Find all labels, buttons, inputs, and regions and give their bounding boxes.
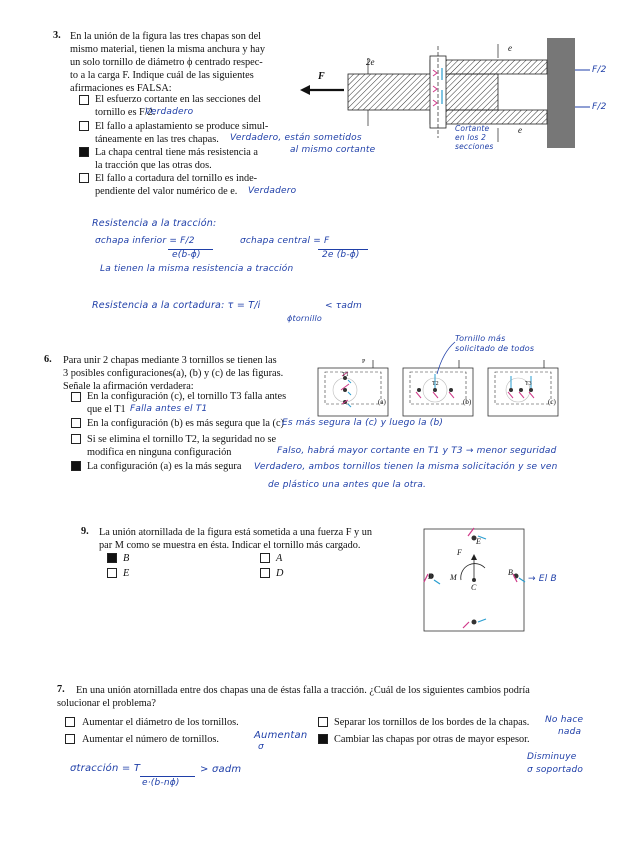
q9-option-d-label: D (276, 568, 284, 579)
q9-option-b-checkbox[interactable] (107, 553, 117, 563)
q3-fig-note-3: secciones (455, 142, 494, 151)
q7-option-3-label: Separar los tornillos de los bordes de la chapas. (334, 717, 530, 728)
q9-option-d-checkbox[interactable] (260, 568, 270, 578)
q3-number: 3. (53, 30, 61, 41)
q3-note-res-left: σchapa inferior = F/2 (95, 236, 195, 246)
q3-option-4-checkbox[interactable] (79, 173, 89, 183)
q9-option-e-checkbox[interactable] (107, 568, 117, 578)
q3-note-cut-tail: < τadm (325, 301, 363, 311)
q3-option-1-checkbox[interactable] (79, 95, 89, 105)
q3-stem-4: to a la carga F. Indique cuál de las siguientes (70, 70, 254, 81)
q7-note-mid-b: σ (258, 742, 264, 752)
q7-note-formula-bar (140, 776, 195, 777)
q6-note-opt2: Es más segura la (c) y luego la (b) (282, 418, 444, 428)
q9-fig-label-e: E (476, 537, 481, 546)
q3-bottom-plate (430, 110, 547, 124)
q7-number: 7. (57, 684, 65, 695)
q3-option-2-line-1: El fallo a aplastamiento se produce simul- (95, 121, 269, 132)
q7-option-4-checkbox[interactable] (318, 734, 328, 744)
q3-note-res-conclusion: La tienen la misma resistencia a tracción (100, 264, 294, 274)
q7-option-4-label: Cambiar las chapas por otras de mayor espesor. (334, 734, 530, 745)
q7-option-1-checkbox[interactable] (65, 717, 75, 727)
q3-fig-force-label: F (318, 71, 325, 82)
q9-option-e-label: E (123, 568, 130, 579)
q7-note-formula-tail: > σadm (200, 764, 242, 775)
q7-note-right-a: No hace (545, 715, 584, 725)
q3-option-2-checkbox[interactable] (79, 121, 89, 131)
q6-option-2-checkbox[interactable] (71, 418, 81, 428)
q6-note-top-b: solicitado de todos (455, 344, 535, 353)
q9-fig-label-b: B (508, 568, 513, 577)
q7-note-mid-a: Aumentan (254, 730, 308, 741)
q3-option-1-line-1: El esfuerzo cortante en las secciones del (95, 94, 261, 105)
q3-note-opt2-a: Verdadero, están sometidos (230, 133, 362, 143)
q9-fig-label-d: D (428, 572, 434, 581)
q3-central-plate (348, 74, 498, 110)
q3-lap-joint-figure (290, 30, 610, 150)
q3-option-3-checkbox[interactable] (79, 147, 89, 157)
q6-option-1-checkbox[interactable] (71, 392, 81, 402)
q9-fig-label-f: F (457, 548, 462, 557)
q3-note-opt1: Verdadero (145, 107, 194, 117)
q9-stem-1: La unión atornillada de la figura está sometida a una fuerza F y un (99, 527, 373, 538)
q6-option-4-line-1: La configuración (a) es la más segura (87, 461, 242, 472)
q9-stem-2: par M como se muestra en ésta. Indicar el tornillo más cargado. (99, 540, 361, 551)
q3-note-opt4: Verdadero (248, 186, 297, 196)
q7-option-3-checkbox[interactable] (318, 717, 328, 727)
q9-fig-label-m: M (450, 573, 457, 582)
q6-stem-1: Para unir 2 chapas mediante 3 tornillos se tienen las (63, 355, 277, 366)
q6-stem-3: Señale la afirmación verdadera: (63, 381, 194, 392)
q6-note-opt3: Falso, habrá mayor cortante en T1 y T3 → menor seguridad (277, 446, 557, 456)
q6-fig-label-p: P (362, 359, 366, 365)
q6-fig-label-c: (c) (548, 398, 556, 406)
q3-stem-5: afirmaciones es FALSA: (70, 83, 172, 94)
q7-option-2-label: Aumentar el número de tornillos. (82, 734, 219, 745)
q9-option-b-label: B (123, 553, 130, 564)
q3-option-1-line-2: tornillo es F/2. (95, 107, 156, 118)
q3-note-res-title: Resistencia a la tracción: (92, 218, 217, 229)
q6-fig-label-b: (b) (463, 398, 472, 406)
q6-number: 6. (44, 354, 52, 365)
q6-option-3-line-1: Si se elimina el tornillo T2, la seguridad no se (87, 434, 277, 445)
q3-stem-3: un solo tornillo de diámetro ϕ centrado respec- (70, 57, 263, 68)
q3-wall (547, 38, 575, 148)
q6-note-opt4-a: Verdadero, ambos tornillos tienen la misma solicitación y se ven (254, 462, 558, 472)
q6-option-2-line-1: En la configuración (b) es más segura que la (c) (87, 418, 284, 429)
q7-stem-2: solucionar el problema? (57, 698, 156, 709)
q3-fig-bottom-e: e (518, 125, 522, 135)
q7-option-2-checkbox[interactable] (65, 734, 75, 744)
q9-option-a-label: A (276, 553, 283, 564)
q9-bolt-pattern-figure (423, 528, 525, 632)
q6-fig-label-t3: T3 (525, 381, 532, 387)
q3-stem-1: En la unión de la figura las tres chapas son del (70, 31, 262, 42)
q6-note-top-a: Tornillo más (455, 334, 506, 343)
q7-note-formula: σtracción = T (70, 763, 141, 774)
q3-note-cut-den: ϕtornillo (287, 314, 323, 323)
q3-stem-2: mismo material, tienen la misma anchura y hay (70, 44, 266, 55)
q6-note-opt1: Falla antes el T1 (130, 404, 208, 414)
q9-fig-label-c: C (471, 583, 477, 592)
q3-note-res-left-den: e(b-ϕ) (172, 250, 201, 260)
q6-fig-label-a: (a) (378, 398, 386, 406)
q3-note-opt2-b: al mismo cortante (290, 145, 376, 155)
q3-option-3-line-1: La chapa central tiene más resistencia a (95, 147, 258, 158)
q6-fig-label-t2: T2 (432, 381, 439, 387)
q7-note-bottom-right-a: Disminuye (527, 752, 577, 762)
q7-note-bottom-right-b: σ soportado (527, 765, 584, 775)
q6-option-1-line-1: En la configuración (c), el tornillo T3 falla antes (87, 391, 287, 402)
q3-fig-note-1: Cortante (455, 124, 490, 133)
q3-fig-right-bottom: F/2 (592, 102, 607, 112)
q7-stem-1: En una unión atornillada entre dos chapas una de éstas falla a tracción. ¿Cuál de los siguientes cambios podría (76, 685, 530, 696)
q3-note-cut-title: Resistencia a la cortadura: τ = T/i (92, 300, 261, 311)
q9-note-right: → El B (528, 574, 557, 584)
q3-fig-2e: 2e (366, 57, 375, 67)
q3-fig-top-e: e (508, 43, 512, 53)
q6-configurations-figure (315, 360, 575, 420)
q3-note-res-right: σchapa central = F (240, 236, 330, 246)
q6-option-3-checkbox[interactable] (71, 434, 81, 444)
q7-note-right-b: nada (558, 727, 582, 737)
q3-option-3-line-2: la tracción que las otras dos. (95, 160, 212, 171)
q9-number: 9. (81, 526, 89, 537)
q3-option-4-line-1: El fallo a cortadura del tornillo es inde- (95, 173, 258, 184)
q3-option-4-line-2: pendiente del valor numérico de e. (95, 186, 238, 197)
q3-top-plate (430, 60, 547, 74)
q3-option-2-line-2: táneamente en las tres chapas. (95, 134, 219, 145)
q6-note-opt4-b: de plástico una antes que la otra. (268, 480, 427, 490)
q7-option-1-label: Aumentar el diámetro de los tornillos. (82, 717, 239, 728)
q6-stem-2: 3 posibles configuraciones(a), (b) y (c) de las figuras. (63, 368, 284, 379)
q6-fig-label-t1: T1 (342, 372, 349, 378)
q3-fig-right-top: F/2 (592, 65, 607, 75)
q6-option-1-line-2: que el T1 (87, 404, 126, 415)
q6-option-4-checkbox[interactable] (71, 461, 81, 471)
q7-note-formula-den: e·(b-nϕ) (142, 778, 180, 788)
q6-option-3-line-2: modifica en ninguna configuración (87, 447, 232, 458)
q3-fig-note-2: en los 2 (455, 133, 487, 142)
q3-note-res-right-den: 2e (b-ϕ) (322, 250, 360, 260)
q9-option-a-checkbox[interactable] (260, 553, 270, 563)
